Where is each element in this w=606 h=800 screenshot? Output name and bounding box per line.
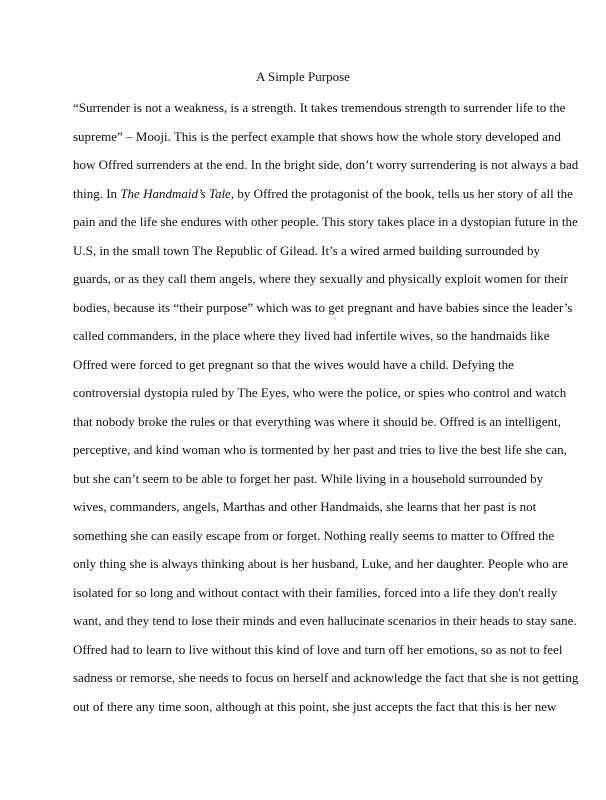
text-line: bodies, because its “their purpose” which was to get pregnant and have babies since the leader’s [73,299,573,315]
text-line: sadness or remorse, she needs to focus on herself and acknowledge the fact that she is not getting [73,670,579,685]
text-line: only thing she is always thinking about is her husband, Luke, and her daughter. People who are [73,556,568,571]
text-segment: by Offred the protagonist of the book, tells us her story of all the [234,185,573,201]
essay-body [73,94,579,721]
text-line: wives, commanders, angels, Marthas and other Handmaids, she learns that her past is not [73,499,537,514]
text-line: something she can easily escape from or forget. Nothing really seems to matter to Offred the [73,527,555,543]
text-line-with-book-title [73,180,573,209]
text-line: isolated for so long and without contact with their families, forced into a life they don't really [73,584,558,600]
text-line: supreme” – Mooji. This is the perfect example that shows how the whole story developed and [73,128,561,144]
text-segment: thing. In [73,185,121,201]
text-line: U.S, in the small town The Republic of Gilead. It’s a wired armed building surrounded by [73,242,540,258]
text-line: called commanders, in the place where they lived had infertile wives, so the handmaids like [73,328,550,343]
text-line: Offred had to learn to live without this kind of love and turn off her emotions, so as not to feel [73,641,563,657]
text-line: but she can’t seem to be able to forget her past. While living in a household surrounded by [73,470,544,486]
text-line: how Offred surrenders at the end. In the bright side, don’t worry surrendering is not always a bad [73,157,579,172]
text-line: controversial dystopia ruled by The Eyes, who were the police, or spies who control and watch [73,385,567,400]
text-line: guards, or as they call them angels, where they sexually and physically exploit women for their [73,271,568,286]
page-title: A Simple Purpose [256,69,350,84]
text-line: Offred were forced to get pregnant so that the wives would have a child. Defying the [73,356,514,372]
text-line: “Surrender is not a weakness, is a strength. It takes tremendous strength to surrender life to the [73,100,566,115]
text-line: that nobody broke the rules or that everything was where it should be. Offred is an intelligent, [73,413,561,429]
text-line: out of there any time soon, although at this point, she just accepts the fact that this is her new [73,698,557,714]
text-line: pain and the life she endures with other people. This story takes place in a dystopian future in the [73,214,578,229]
text-line: perceptive, and kind woman who is tormented by her past and tries to live the best life she can, [73,442,567,457]
book-title: The Handmaid’s Tale, [120,185,235,201]
text-line: want, and they tend to lose their minds and even hallucinate scenarios in their heads to stay sane. [73,613,577,628]
